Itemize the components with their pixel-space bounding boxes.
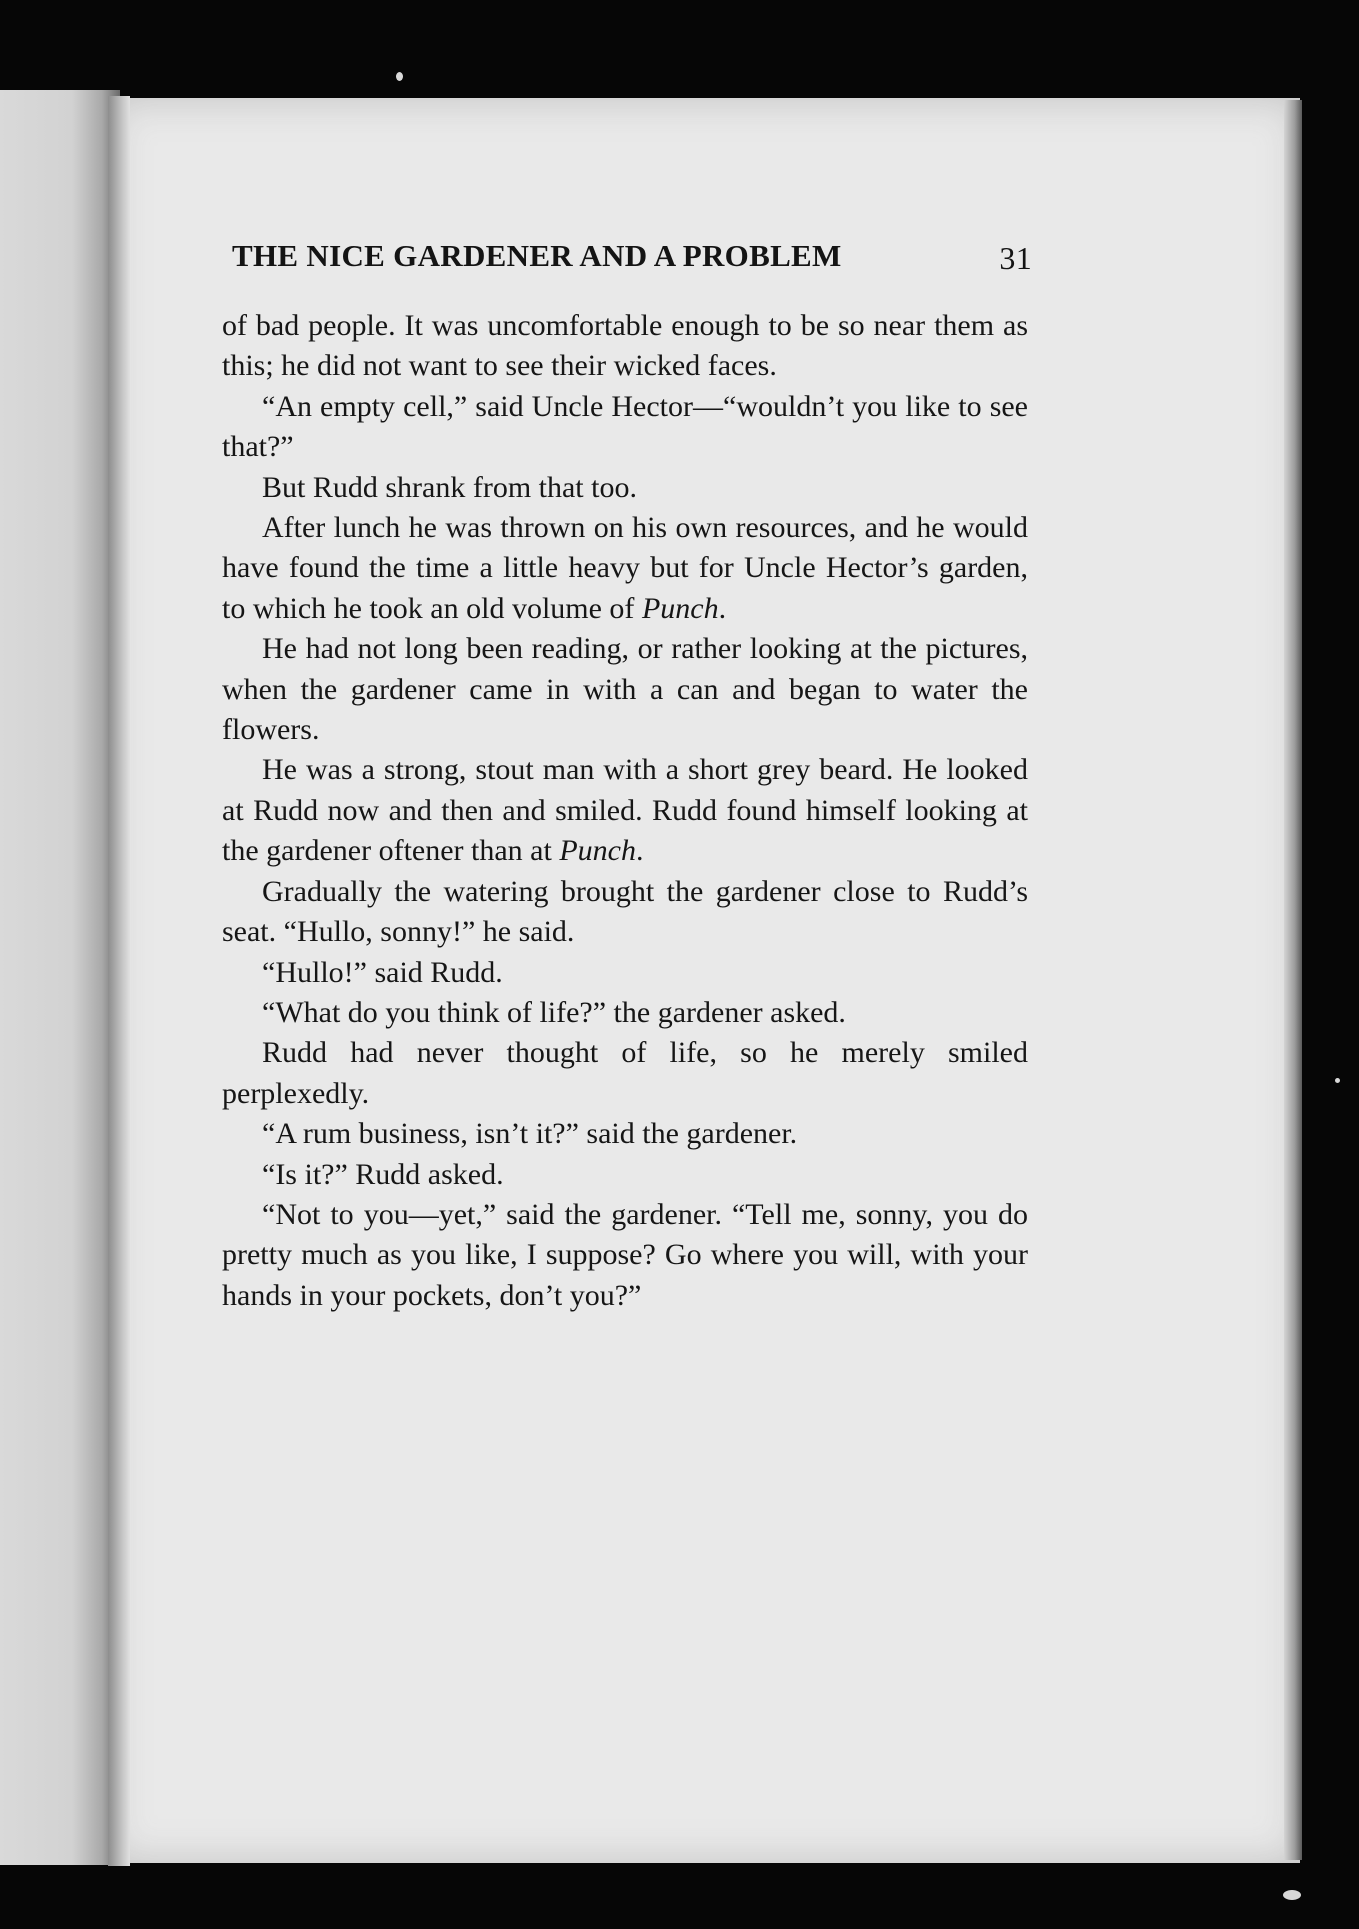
paragraph: He had not long been reading, or rather looking at the pictures, when the gardener came in with a can and began to water the flowers.	[222, 632, 1028, 747]
dust-speck	[1335, 1078, 1340, 1083]
paragraph: But Rudd shrank from that too.	[262, 470, 637, 504]
running-head	[232, 238, 1032, 278]
italic-title: Punch	[559, 834, 636, 868]
page-number: 31	[999, 240, 1032, 276]
paragraph: After lunch he was thrown on his own resources, and he would have found the time a little heavy but for Uncle Hector’s garden, to which he took an old volume of Punch.	[222, 511, 1028, 625]
page-right-edge	[1284, 100, 1302, 1860]
chapter-title: THE NICE GARDENER AND A PROBLEM	[232, 238, 842, 273]
paragraph: “Not to you—yet,” said the gardener. “Tell me, sonny, you do pretty much as you like, I suppose? Go where you will, with your hands in your pockets, don’t you?”	[222, 1197, 1028, 1312]
paragraph: “An empty cell,” said Uncle Hector—“wouldn’t you like to see that?”	[222, 389, 1028, 464]
paragraph: “What do you think of life?” the gardener asked.	[262, 995, 846, 1029]
book-gutter	[108, 96, 130, 1866]
previous-page-edge	[0, 90, 120, 1865]
paragraph: “A rum business, isn’t it?” said the gardener.	[262, 1117, 798, 1151]
paragraph: of bad people. It was uncomfortable enough to be so near them as this; he did not want to see their wicked faces.	[222, 309, 1028, 383]
paragraph: “Is it?” Rudd asked.	[262, 1157, 504, 1191]
body-text	[222, 306, 1028, 1316]
italic-title: Punch	[641, 591, 719, 625]
paragraph: “Hullo!” said Rudd.	[262, 955, 503, 989]
paragraph: Gradually the watering brought the gardener close to Rudd’s seat. “Hullo, sonny!” he said.	[222, 874, 1028, 949]
dust-speck	[396, 72, 403, 81]
dust-speck	[1283, 1890, 1301, 1900]
paragraph: Rudd had never thought of life, so he merely smiled perplexedly.	[222, 1036, 1028, 1110]
paragraph: He was a strong, stout man with a short grey beard. He looked at Rudd now and then and smiled. Rudd found himself looking at the gardener oftener than at Punch.	[222, 753, 1028, 868]
